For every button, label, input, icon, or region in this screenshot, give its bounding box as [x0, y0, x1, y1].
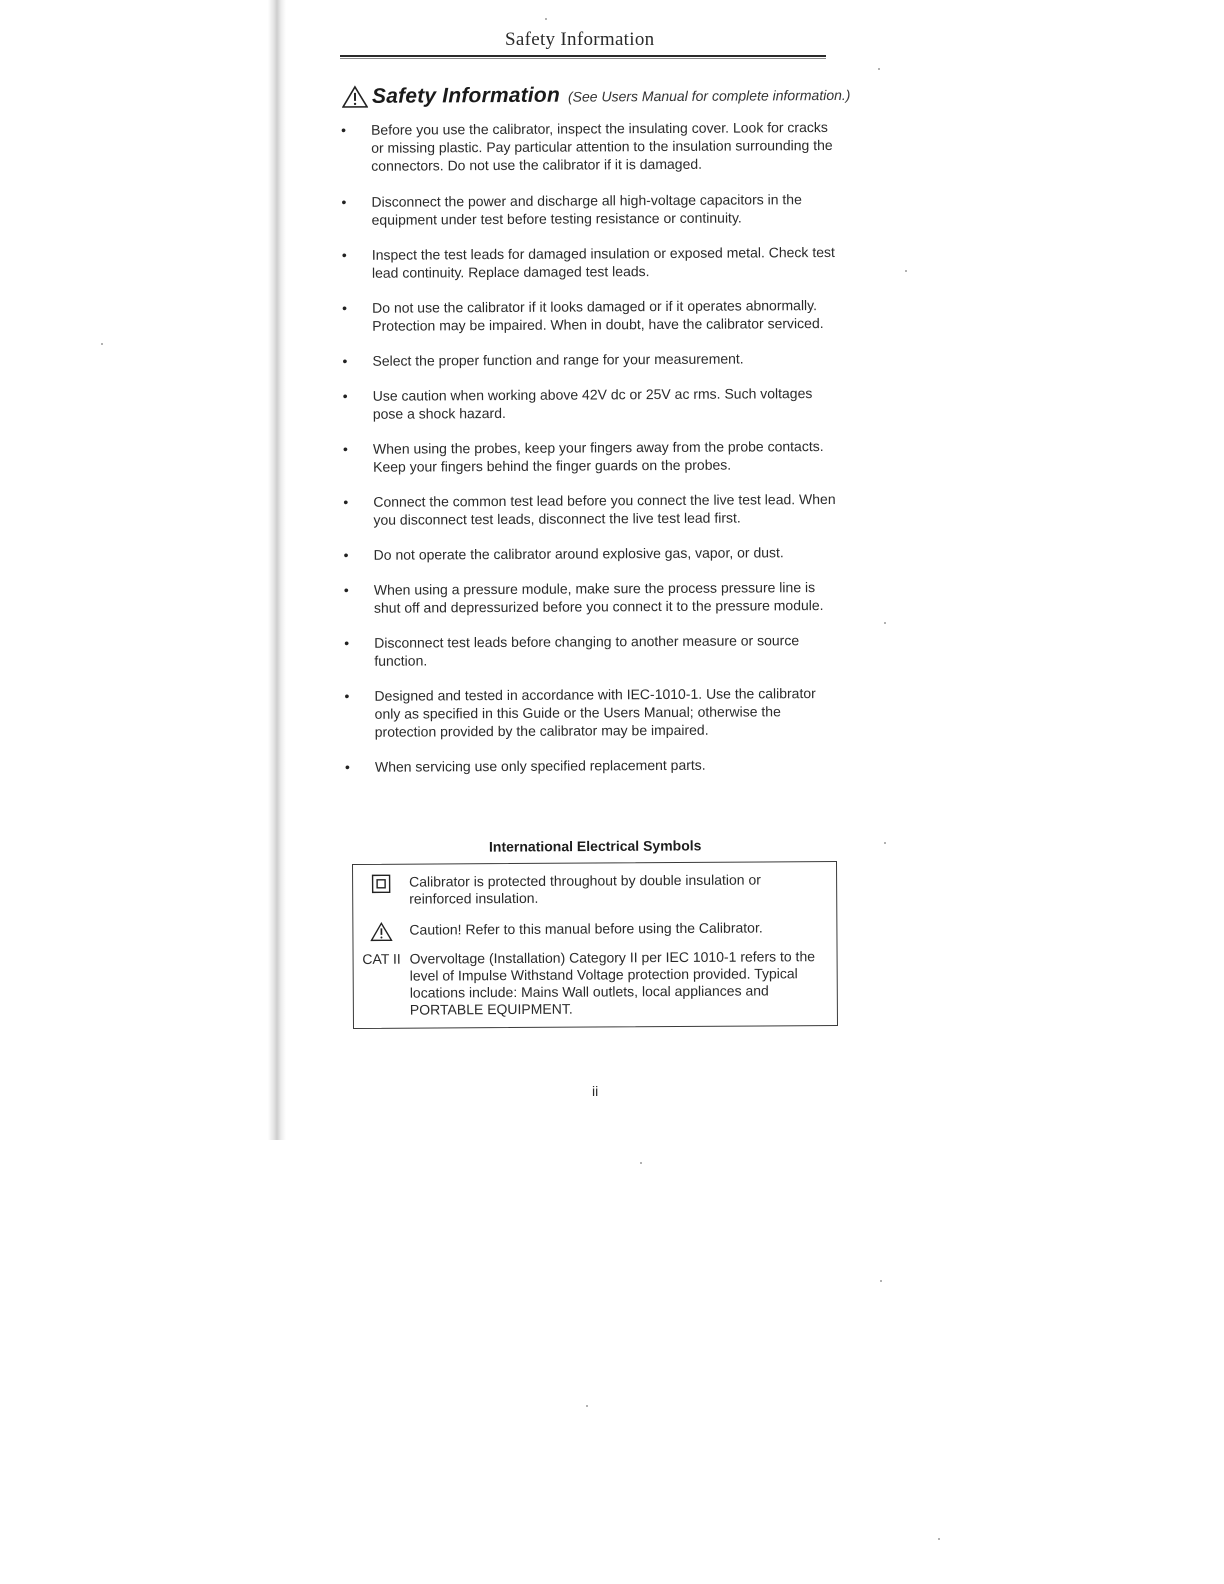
list-item [338, 543, 838, 564]
scan-speck [586, 1405, 588, 1407]
bullet-icon: • [344, 634, 350, 651]
scan-speck [884, 842, 886, 844]
symbols-table [352, 861, 838, 1029]
bullet-icon: • [343, 546, 349, 563]
bullet-text: Designed and tested in accordance with IEC-1010-1. Use the calibrator only as specified in this Guide or the Users Manual; otherwise the protection provided by the calibrator may be impaired. [374, 685, 816, 740]
bullet-icon: • [342, 299, 348, 316]
list-item [337, 437, 837, 476]
symbol-row [354, 948, 837, 1019]
list-item [339, 755, 839, 776]
symbol-description: Caution! Refer to this manual before using the Calibrator. [409, 919, 763, 938]
scan-speck [905, 270, 907, 272]
bullet-icon: • [344, 687, 350, 704]
scan-speck [938, 1538, 940, 1540]
list-item [338, 631, 838, 670]
cat-ii-label: CAT II [362, 950, 401, 967]
bullet-icon: • [343, 581, 349, 598]
list-item [338, 578, 838, 617]
symbols-heading: International Electrical Symbols [488, 837, 702, 855]
bullet-text: Do not use the calibrator if it looks damaged or if it operates abnormally. Protection may be impaired. When in doubt, have the calibrator serviced. [372, 297, 824, 334]
bullet-text: Do not operate the calibrator around explosive gas, vapor, or dust. [373, 544, 784, 563]
list-item [337, 384, 837, 423]
symbol-row [353, 919, 836, 942]
running-head: Safety Information [505, 29, 655, 50]
scan-speck [878, 68, 880, 70]
bullet-text: Before you use the calibrator, inspect the insulating cover. Look for cracks or missing plastic. Pay particular attention to the insulation surrounding the connectors. Do not use the calibrator if it is damaged. [371, 118, 833, 174]
symbol-description: Calibrator is protected throughout by double insulation or reinforced insulation. [409, 871, 761, 907]
list-item [336, 349, 836, 370]
list-item [336, 296, 836, 335]
section-title-text: Safety Information [371, 83, 561, 108]
section-title-note: (See Users Manual for complete information.) [567, 86, 851, 105]
bullet-text: When using the probes, keep your fingers away from the probe contacts. Keep your fingers behind the finger guards on the probes. [372, 438, 824, 475]
scan-speck [884, 622, 886, 624]
warning-triangle-icon [342, 85, 368, 109]
header-rule [340, 55, 826, 57]
bullet-text: Disconnect the power and discharge all high-voltage capacitors in the equipment under test before testing resistance or continuity. [371, 191, 802, 228]
list-item [335, 190, 835, 229]
symbol-cell [353, 874, 409, 908]
bullet-icon: • [342, 440, 348, 457]
symbol-cell [354, 951, 410, 1019]
list-item [335, 118, 835, 175]
symbol-cell [353, 922, 409, 942]
bullet-icon: • [341, 193, 347, 210]
bullet-text: Select the proper function and range for your measurement. [372, 350, 744, 369]
bullet-text: Use caution when working above 42V dc or 25V ac rms. Such voltages pose a shock hazard. [372, 385, 813, 422]
bullet-icon: • [342, 387, 348, 404]
page-number: ii [592, 1083, 599, 1099]
symbol-description: Overvoltage (Installation) Category II per IEC 1010-1 refers to the level of Impulse Withstand Voltage protection provided. Typical locations include: Mains Wall outlets, local appliances and PORTABLE EQUIPMENT. [409, 948, 816, 1018]
bullet-text: Inspect the test leads for damaged insulation or exposed metal. Check test lead continuity. Replace damaged test leads. [371, 243, 835, 281]
symbol-row [353, 871, 836, 908]
bullet-text: When servicing use only specified replacement parts. [374, 756, 706, 775]
header-rule-shadow [340, 58, 826, 59]
scan-speck [880, 1280, 882, 1282]
bullet-icon: • [344, 758, 350, 775]
list-item [337, 490, 837, 529]
list-item [336, 243, 836, 282]
scan-binding-edge [268, 0, 286, 1140]
scan-speck [545, 18, 547, 20]
scan-speck [640, 1162, 642, 1164]
bullet-text: When using a pressure module, make sure the process pressure line is shut off and depressurized before you connect it to the pressure module. [373, 579, 824, 616]
double-insulation-icon [371, 874, 391, 894]
bullet-icon: • [343, 493, 349, 510]
bullet-text: Connect the common test lead before you connect the live test lead. When you disconnect test leads, disconnect the live test lead first. [373, 490, 836, 528]
bullet-icon: • [342, 352, 348, 369]
safety-bullet-list [335, 118, 839, 793]
bullet-text: Disconnect test leads before changing to another measure or source function. [374, 632, 800, 669]
list-item [338, 684, 838, 741]
scan-speck [101, 343, 103, 345]
bullet-icon: • [341, 121, 347, 138]
caution-triangle-icon [370, 922, 392, 942]
bullet-icon: • [341, 246, 347, 263]
section-title [342, 82, 851, 109]
